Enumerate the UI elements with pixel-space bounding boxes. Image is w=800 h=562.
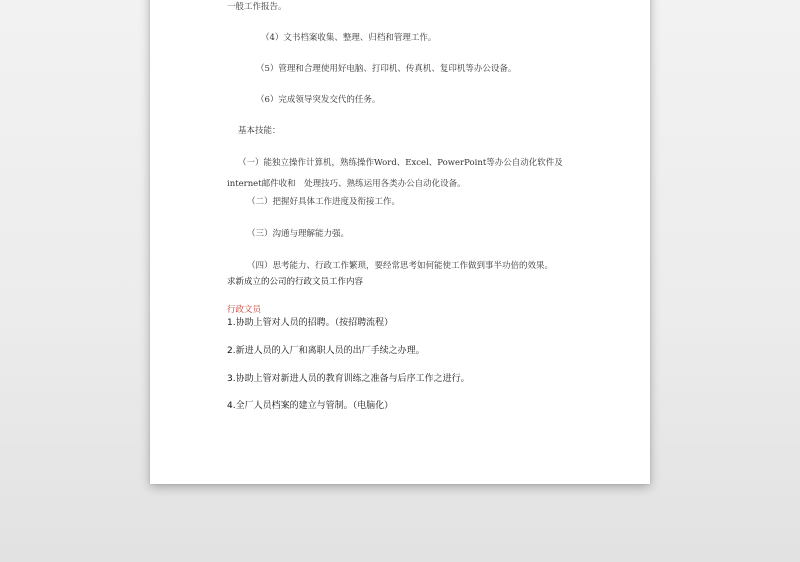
intro-tail-line: 一般工作报告。 (227, 2, 287, 12)
duty-item-6: （6）完成领导突发交代的任务。 (256, 95, 381, 105)
duty-item-5: （5）管理和合理使用好电脑、打印机、传真机、复印机等办公设备。 (256, 64, 517, 74)
task-item-4: 4.全厂人员档案的建立与管制。（电脑化） (227, 401, 394, 411)
task-item-2: 2.新进人员的入厂和离职人员的出厂手续之办理。 (227, 346, 425, 356)
skills-heading: 基本技能： (238, 126, 281, 136)
task-item-1: 1.协助上管对人员的招聘。（按招聘流程） (227, 318, 394, 328)
task-item-3: 3.协助上管对新进人员的教育训练之准备与后序工作之进行。 (227, 374, 470, 384)
skill-item-1-cont: internet邮件收和 处理技巧、熟练运用各类办公自动化设备。 (227, 179, 466, 189)
duty-item-4: （4）文书档案收集、整理、归档和管理工作。 (261, 33, 437, 43)
skill-item-4: （四）思考能力、行政工作繁琐，要经常思考如何能使工作做到事半功倍的效果。 (247, 261, 554, 271)
skill-item-3: （三）沟通与理解能力强。 (247, 229, 350, 239)
section-title: 求新成立的公司的行政文员工作内容 (227, 277, 364, 287)
skill-item-1: （一）能独立操作计算机，熟练操作Word、Excel、PowerPoint等办公自动化软件及 (238, 158, 563, 168)
red-section-heading: 行政文员 (227, 305, 262, 315)
skill-item-2: （二）把握好具体工作进度及衔接工作。 (247, 197, 401, 207)
document-page (150, 0, 650, 484)
